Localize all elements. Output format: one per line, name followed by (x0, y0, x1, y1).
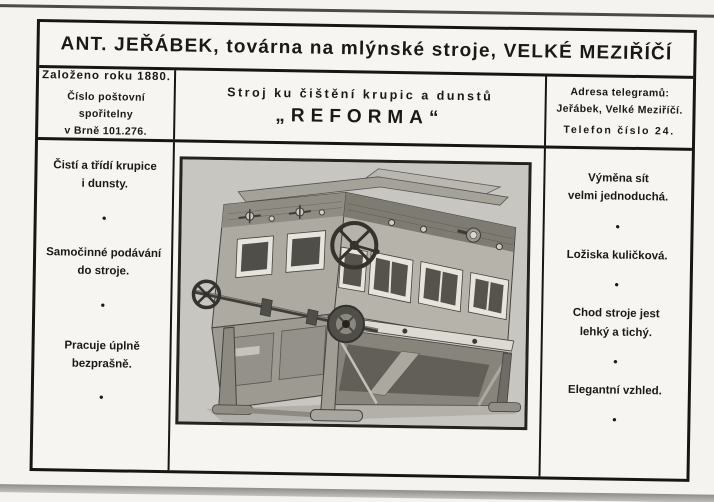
telegram-info (546, 76, 693, 147)
founded-info (38, 68, 176, 139)
telegram-address-label: Adresa telegramů: (570, 85, 670, 100)
machine-photo (175, 156, 531, 430)
telephone-number: Telefon číslo 24. (563, 123, 676, 138)
feature-item: Elegantní vzhled. (567, 383, 662, 398)
page-title: ANT. JEŘÁBEK, továrna na mlýnské stroje, VELKÉ MEZIŘÍČÍ (39, 22, 694, 79)
separator-dot: • (615, 219, 620, 234)
feature-item: Chod stroje jest lehký a tichý. (572, 307, 660, 339)
separator-dot: • (101, 210, 107, 225)
feature-item: Pracuje úplně bezprašně. (64, 339, 140, 371)
info-row (38, 68, 693, 151)
telegram-address: Jeřábek, Velké Meziříčí. (556, 102, 683, 117)
machine-illustration (178, 159, 528, 427)
body-row (33, 140, 692, 479)
features-left (33, 140, 175, 470)
separator-dot: • (99, 390, 104, 405)
separator-dot: • (613, 354, 618, 369)
product-subtitle: Stroj ku čištění krupic a dunstů (227, 85, 494, 104)
product-heading (175, 70, 547, 145)
advertisement-frame (30, 19, 697, 482)
feature-item: Čistí a třídí krupice i dunsty. (53, 159, 157, 191)
feature-item: Výměna sít velmi jednoduchá. (567, 172, 669, 204)
product-name: „REFORMA“ (275, 104, 445, 129)
postal-account-line1: Číslo poštovní spořitelny (67, 90, 146, 121)
postal-account-line2: v Brně 101.276. (64, 124, 147, 138)
features-right (540, 148, 691, 478)
feature-item: Samočinné podávání do stroje. (46, 245, 162, 278)
separator-dot: • (612, 412, 617, 428)
founded-year: Založeno roku 1880. (42, 68, 172, 83)
feature-item: Ložiska kuličková. (566, 248, 668, 263)
separator-dot: • (614, 277, 619, 292)
photo-column (170, 142, 546, 476)
separator-dot: • (100, 297, 105, 312)
